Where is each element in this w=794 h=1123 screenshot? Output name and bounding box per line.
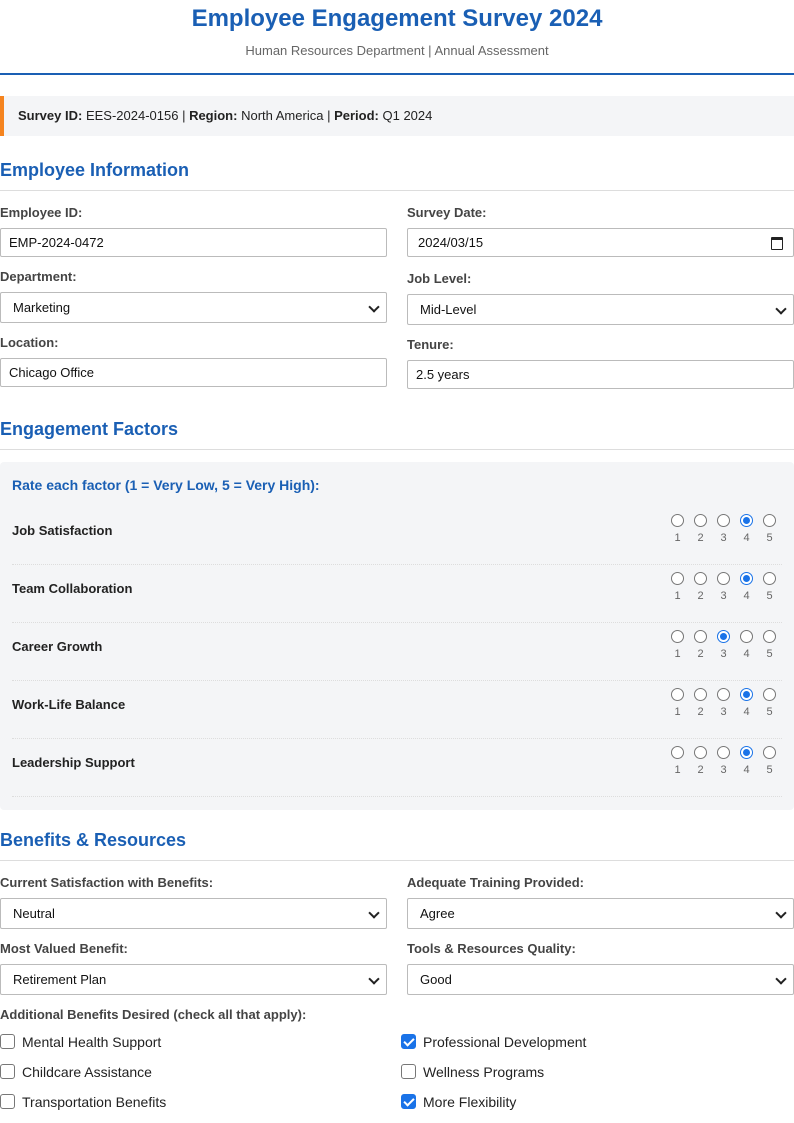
rating-option-3 [717,514,731,554]
tools-quality-select[interactable] [407,964,794,995]
rating-option-4 [740,514,754,554]
benefit-checkbox[interactable] [0,1064,15,1079]
section-divider [0,449,794,450]
rating-option-2 [694,746,708,786]
factor-label: Team Collaboration [12,581,133,596]
survey-header [0,0,794,59]
rating-radio-2[interactable] [694,572,707,585]
rating-radio-4[interactable] [740,746,753,759]
rating-number: 1 [674,764,681,776]
chevron-down-icon [775,973,786,984]
rating-number: 2 [697,590,704,602]
chevron-down-icon [368,973,379,984]
department-value: Marketing [13,300,71,315]
rating-radio-group [671,688,782,728]
rating-option-5 [763,514,777,554]
survey-meta-bar: Survey ID: EES-2024-0156 | Region: North America | Period: Q1 2024 [0,96,794,136]
chevron-down-icon [775,303,786,314]
rating-option-3 [717,688,731,728]
additional-benefits-label: Additional Benefits Desired (check all that apply): [0,1007,307,1022]
factor-row [12,564,782,623]
rating-option-5 [763,746,777,786]
rating-radio-group [671,630,782,670]
survey-date-value: 2024/03/15 [418,235,484,250]
benefits-satisfaction-value: Neutral [13,906,55,921]
tenure-input[interactable]: 2.5 years [407,360,794,389]
training-value: Agree [420,906,455,921]
training-label: Adequate Training Provided: [407,875,584,890]
job-level-select[interactable] [407,294,794,325]
rating-radio-5[interactable] [763,746,776,759]
rating-option-1 [671,514,685,554]
period-label: Period: [334,108,379,123]
rating-radio-2[interactable] [694,746,707,759]
engagement-factors-panel [0,462,794,810]
factor-label: Leadership Support [12,755,135,770]
rating-option-4 [740,630,754,670]
header-divider [0,73,794,75]
employee-id-label: Employee ID: [0,205,83,220]
benefit-checkbox[interactable] [0,1094,15,1109]
rating-radio-1[interactable] [671,630,684,643]
location-label: Location: [0,335,59,350]
employee-id-input[interactable]: EMP-2024-0472 [0,228,387,257]
benefit-checkbox[interactable] [401,1094,416,1109]
calendar-icon[interactable] [771,237,783,250]
rating-option-3 [717,746,731,786]
rating-option-1 [671,746,685,786]
survey-date-input[interactable] [407,228,794,257]
rating-number: 4 [743,532,750,544]
rating-option-5 [763,688,777,728]
rating-radio-1[interactable] [671,746,684,759]
rating-number: 2 [697,706,704,718]
job-level-value: Mid-Level [420,302,477,317]
benefits-satisfaction-select[interactable] [0,898,387,929]
factor-label: Job Satisfaction [12,523,113,538]
rating-option-1 [671,630,685,670]
valued-benefit-select[interactable] [0,964,387,995]
factor-row [12,738,782,797]
benefit-checkbox-label: Wellness Programs [423,1064,545,1080]
department-label: Department: [0,269,77,284]
survey-id-label: Survey ID: [18,108,83,123]
rating-number: 5 [766,764,773,776]
rating-option-3 [717,572,731,612]
rating-option-4 [740,572,754,612]
region-label: Region: [189,108,238,123]
rating-number: 5 [766,648,773,660]
rating-number: 4 [743,706,750,718]
rating-number: 2 [697,532,704,544]
rating-option-2 [694,630,708,670]
rating-option-2 [694,688,708,728]
page-title: Employee Engagement Survey 2024 [191,5,603,32]
rating-number: 5 [766,590,773,602]
rating-number: 1 [674,532,681,544]
factor-row [12,622,782,681]
training-select[interactable] [407,898,794,929]
rating-radio-4[interactable] [740,688,753,701]
rating-radio-2[interactable] [694,514,707,527]
benefit-checkbox-label: Childcare Assistance [22,1064,152,1080]
rating-radio-group [671,514,782,554]
rating-radio-3[interactable] [717,746,730,759]
rating-radio-3[interactable] [717,630,730,643]
rating-instructions: Rate each factor (1 = Very Low, 5 = Very High): [12,477,320,493]
rating-option-2 [694,514,708,554]
rating-number: 3 [720,764,727,776]
factor-label: Career Growth [12,639,103,654]
rating-radio-2[interactable] [694,688,707,701]
rating-number: 5 [766,532,773,544]
rating-radio-4[interactable] [740,514,753,527]
benefit-checkbox-label: Professional Development [423,1034,587,1050]
valued-benefit-value: Retirement Plan [13,972,107,987]
tools-quality-label: Tools & Resources Quality: [407,941,576,956]
valued-benefit-label: Most Valued Benefit: [0,941,128,956]
employee-info-heading: Employee Information [0,160,190,180]
department-select[interactable] [0,292,387,323]
rating-radio-5[interactable] [763,514,776,527]
benefit-checkbox-label: More Flexibility [423,1094,517,1110]
rating-number: 4 [743,648,750,660]
benefits-satisfaction-label: Current Satisfaction with Benefits: [0,875,214,890]
factor-row [12,680,782,739]
rating-option-5 [763,572,777,612]
rating-option-4 [740,746,754,786]
location-input[interactable]: Chicago Office [0,358,387,387]
rating-radio-3[interactable] [717,688,730,701]
benefits-heading: Benefits & Resources [0,830,187,850]
rating-radio-2[interactable] [694,630,707,643]
tools-quality-value: Good [420,972,452,987]
rating-option-2 [694,572,708,612]
rating-number: 3 [720,706,727,718]
rating-number: 2 [697,764,704,776]
rating-radio-5[interactable] [763,572,776,585]
chevron-down-icon [368,301,379,312]
rating-radio-3[interactable] [717,572,730,585]
rating-number: 3 [720,648,727,660]
tenure-label: Tenure: [407,337,454,352]
rating-radio-5[interactable] [763,630,776,643]
chevron-down-icon [775,907,786,918]
rating-option-3 [717,630,731,670]
factor-row [12,506,782,565]
section-divider [0,190,794,191]
factor-label: Work-Life Balance [12,697,126,712]
rating-radio-1[interactable] [671,688,684,701]
rating-option-1 [671,688,685,728]
rating-number: 3 [720,532,727,544]
survey-date-label: Survey Date: [407,205,487,220]
rating-option-1 [671,572,685,612]
rating-option-5 [763,630,777,670]
benefit-checkbox-label: Mental Health Support [22,1034,162,1050]
rating-radio-group [671,572,782,612]
rating-radio-group [671,746,782,786]
rating-radio-4[interactable] [740,630,753,643]
benefit-checkbox-label: Transportation Benefits [22,1094,167,1110]
rating-number: 2 [697,648,704,660]
period-value: Q1 2024 [382,108,433,123]
rating-number: 4 [743,764,750,776]
benefit-checkbox[interactable] [401,1034,416,1049]
rating-number: 3 [720,590,727,602]
rating-radio-1[interactable] [671,572,684,585]
rating-radio-4[interactable] [740,572,753,585]
rating-number: 1 [674,706,681,718]
rating-radio-1[interactable] [671,514,684,527]
engagement-heading: Engagement Factors [0,419,179,439]
rating-option-4 [740,688,754,728]
section-divider [0,860,794,861]
benefit-checkbox[interactable] [401,1064,416,1079]
rating-number: 1 [674,590,681,602]
page-subtitle: Human Resources Department | Annual Assessment [245,43,549,58]
rating-number: 4 [743,590,750,602]
job-level-label: Job Level: [407,271,472,286]
chevron-down-icon [368,907,379,918]
rating-number: 1 [674,648,681,660]
rating-radio-5[interactable] [763,688,776,701]
rating-number: 5 [766,706,773,718]
region-value: North America [241,108,324,123]
survey-id-value: EES-2024-0156 [85,108,179,123]
benefit-checkbox[interactable] [0,1034,15,1049]
rating-radio-3[interactable] [717,514,730,527]
